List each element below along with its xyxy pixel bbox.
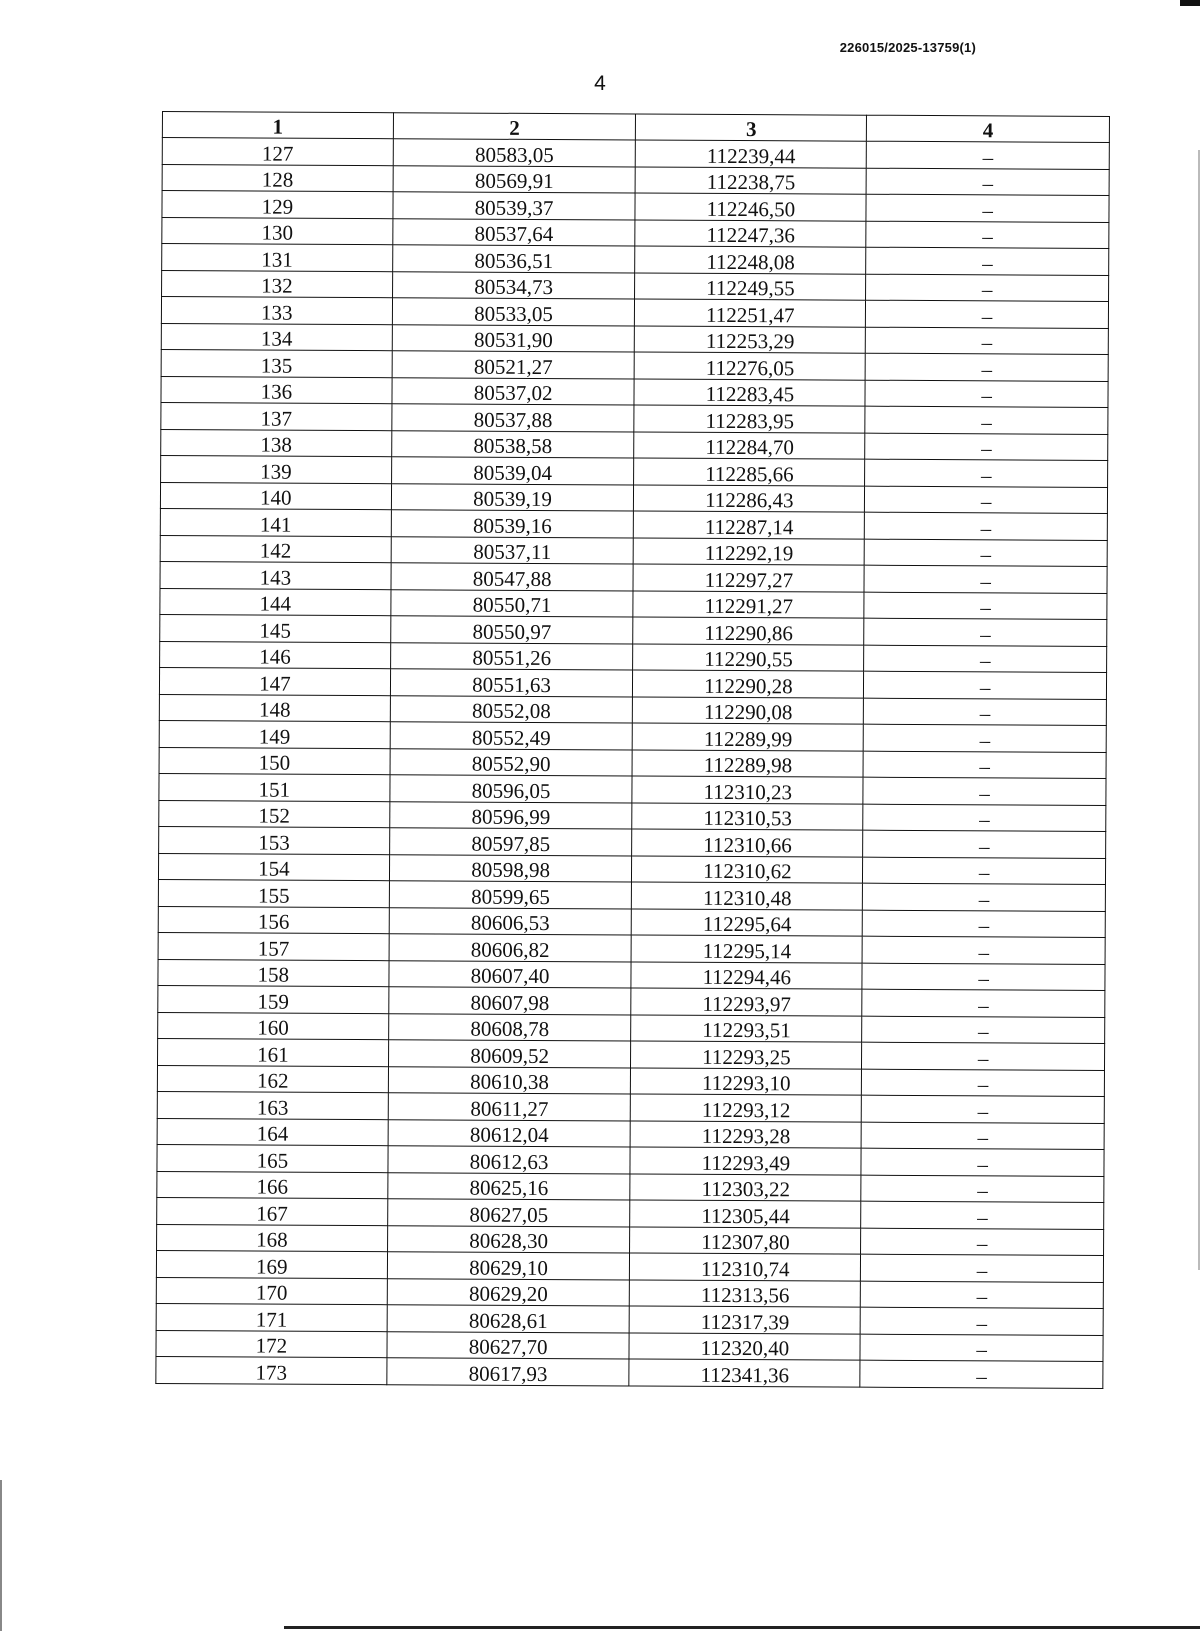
point-number-cell: 128	[162, 164, 393, 192]
note-cell: –	[863, 857, 1106, 885]
y-coordinate-cell: 112293,12	[631, 1094, 862, 1122]
point-number-cell: 133	[161, 297, 392, 325]
x-coordinate-cell: 80583,05	[393, 139, 636, 167]
note-cell: –	[863, 751, 1106, 779]
x-coordinate-cell: 80627,70	[387, 1331, 630, 1359]
point-number-cell: 165	[157, 1144, 388, 1172]
column-header: 1	[162, 112, 393, 139]
x-coordinate-cell: 80610,38	[388, 1066, 631, 1094]
y-coordinate-cell: 112249,55	[635, 272, 866, 300]
note-cell: –	[862, 936, 1105, 964]
note-cell: –	[864, 592, 1107, 620]
note-cell: –	[861, 1254, 1104, 1282]
point-number-cell: 141	[160, 508, 391, 536]
point-number-cell: 164	[157, 1118, 388, 1146]
x-coordinate-cell: 80617,93	[387, 1358, 630, 1386]
y-coordinate-cell: 112295,64	[632, 908, 863, 936]
column-header: 3	[636, 114, 867, 141]
point-number-cell: 129	[162, 191, 393, 219]
y-coordinate-cell: 112290,28	[633, 670, 864, 698]
y-coordinate-cell: 112253,29	[635, 325, 866, 353]
point-number-cell: 148	[159, 694, 390, 722]
x-coordinate-cell: 80534,73	[392, 271, 635, 299]
point-number-cell: 150	[159, 747, 390, 775]
note-cell: –	[862, 1069, 1105, 1097]
point-number-cell: 136	[161, 376, 392, 404]
y-coordinate-cell: 112251,47	[635, 299, 866, 327]
x-coordinate-cell: 80612,04	[388, 1119, 631, 1147]
table-body	[156, 138, 1110, 1388]
point-number-cell: 139	[161, 455, 392, 483]
x-coordinate-cell: 80536,51	[392, 245, 635, 273]
point-number-cell: 146	[160, 641, 391, 669]
x-coordinate-cell: 80611,27	[388, 1093, 631, 1121]
x-coordinate-cell: 80531,90	[392, 324, 635, 352]
y-coordinate-cell: 112284,70	[634, 431, 865, 459]
note-cell: –	[861, 1175, 1104, 1203]
point-number-cell: 143	[160, 561, 391, 589]
note-cell: –	[866, 168, 1109, 196]
note-cell: –	[862, 963, 1105, 991]
point-number-cell: 144	[160, 588, 391, 616]
note-cell: –	[862, 1042, 1105, 1070]
point-number-cell: 162	[157, 1065, 388, 1093]
x-coordinate-cell: 80552,49	[390, 722, 633, 750]
y-coordinate-cell: 112341,36	[629, 1359, 860, 1387]
x-coordinate-cell: 80521,27	[392, 351, 635, 379]
point-number-cell: 149	[159, 720, 390, 748]
scan-artifact-left	[0, 1480, 2, 1631]
point-number-cell: 152	[159, 800, 390, 828]
note-cell: –	[865, 406, 1108, 434]
x-coordinate-cell: 80625,16	[388, 1172, 631, 1200]
point-number-cell: 131	[162, 244, 393, 272]
x-coordinate-cell: 80539,16	[391, 510, 634, 538]
x-coordinate-cell: 80607,40	[389, 960, 632, 988]
x-coordinate-cell: 80552,08	[390, 695, 633, 723]
column-header: 4	[867, 115, 1110, 142]
point-number-cell: 154	[158, 853, 389, 881]
x-coordinate-cell: 80596,99	[389, 801, 632, 829]
y-coordinate-cell: 112293,49	[630, 1147, 861, 1175]
point-number-cell: 153	[159, 826, 390, 854]
y-coordinate-cell: 112239,44	[636, 140, 867, 168]
x-coordinate-cell: 80569,91	[393, 165, 636, 193]
x-coordinate-cell: 80598,98	[389, 854, 632, 882]
page-number: 4	[594, 72, 606, 95]
point-number-cell: 157	[158, 932, 389, 960]
note-cell: –	[863, 830, 1106, 858]
y-coordinate-cell: 112310,74	[630, 1253, 861, 1281]
x-coordinate-cell: 80599,65	[389, 881, 632, 909]
point-number-cell: 173	[156, 1356, 387, 1384]
x-coordinate-cell: 80537,11	[391, 536, 634, 564]
note-cell: –	[864, 698, 1107, 726]
note-cell: –	[864, 618, 1107, 646]
x-coordinate-cell: 80547,88	[391, 563, 634, 591]
point-number-cell: 156	[158, 906, 389, 934]
note-cell: –	[866, 141, 1109, 169]
x-coordinate-cell: 80608,78	[388, 1013, 631, 1041]
x-coordinate-cell: 80629,10	[387, 1252, 630, 1280]
note-cell: –	[865, 433, 1108, 461]
x-coordinate-cell: 80537,64	[393, 218, 636, 246]
point-number-cell: 142	[160, 535, 391, 563]
point-number-cell: 158	[158, 959, 389, 987]
note-cell: –	[864, 645, 1107, 673]
y-coordinate-cell: 112313,56	[630, 1279, 861, 1307]
note-cell: –	[860, 1334, 1103, 1362]
note-cell: –	[862, 989, 1105, 1017]
y-coordinate-cell: 112289,98	[633, 749, 864, 777]
note-cell: –	[861, 1122, 1104, 1150]
point-number-cell: 137	[161, 402, 392, 430]
x-coordinate-cell: 80537,88	[392, 404, 635, 432]
point-number-cell: 169	[156, 1250, 387, 1278]
note-cell: –	[861, 1201, 1104, 1229]
note-cell: –	[863, 724, 1106, 752]
point-number-cell: 172	[156, 1330, 387, 1358]
x-coordinate-cell: 80539,19	[391, 483, 634, 511]
note-cell: –	[866, 300, 1109, 328]
y-coordinate-cell: 112290,55	[633, 643, 864, 671]
point-number-cell: 161	[158, 1038, 389, 1066]
point-number-cell: 140	[160, 482, 391, 510]
x-coordinate-cell: 80606,82	[389, 934, 632, 962]
point-number-cell: 135	[161, 349, 392, 377]
y-coordinate-cell: 112246,50	[635, 193, 866, 221]
y-coordinate-cell: 112247,36	[635, 219, 866, 247]
point-number-cell: 167	[157, 1197, 388, 1225]
y-coordinate-cell: 112303,22	[630, 1173, 861, 1201]
y-coordinate-cell: 112297,27	[633, 564, 864, 592]
scan-artifact-top	[1180, 0, 1200, 6]
coordinates-table	[155, 111, 1110, 1388]
x-coordinate-cell: 80538,58	[391, 430, 634, 458]
note-cell: –	[866, 274, 1109, 302]
y-coordinate-cell: 112310,66	[632, 829, 863, 857]
x-coordinate-cell: 80629,20	[387, 1278, 630, 1306]
y-coordinate-cell: 112310,53	[632, 802, 863, 830]
note-cell: –	[865, 380, 1108, 408]
point-number-cell: 155	[158, 879, 389, 907]
scan-artifact-bottom	[284, 1626, 1200, 1629]
point-number-cell: 127	[162, 138, 393, 166]
y-coordinate-cell: 112310,23	[632, 776, 863, 804]
y-coordinate-cell: 112283,45	[634, 378, 865, 406]
note-cell: –	[864, 539, 1107, 567]
note-cell: –	[863, 883, 1106, 911]
x-coordinate-cell: 80552,90	[390, 748, 633, 776]
x-coordinate-cell: 80597,85	[389, 828, 632, 856]
note-cell: –	[866, 327, 1109, 355]
x-coordinate-cell: 80596,05	[390, 775, 633, 803]
point-number-cell: 134	[161, 323, 392, 351]
point-number-cell: 132	[162, 270, 393, 298]
y-coordinate-cell: 112294,46	[631, 961, 862, 989]
y-coordinate-cell: 112310,48	[632, 882, 863, 910]
y-coordinate-cell: 112292,19	[634, 537, 865, 565]
note-cell: –	[862, 910, 1105, 938]
y-coordinate-cell: 112307,80	[630, 1226, 861, 1254]
y-coordinate-cell: 112276,05	[635, 352, 866, 380]
y-coordinate-cell: 112289,99	[633, 723, 864, 751]
point-number-cell: 171	[156, 1303, 387, 1331]
y-coordinate-cell: 112248,08	[635, 246, 866, 274]
point-number-cell: 130	[162, 217, 393, 245]
note-cell: –	[863, 804, 1106, 832]
note-cell: –	[865, 512, 1108, 540]
y-coordinate-cell: 112293,10	[631, 1067, 862, 1095]
note-cell: –	[866, 194, 1109, 222]
y-coordinate-cell: 112290,08	[633, 696, 864, 724]
point-number-cell: 151	[159, 773, 390, 801]
x-coordinate-cell: 80551,63	[390, 669, 633, 697]
x-coordinate-cell: 80628,61	[387, 1305, 630, 1333]
note-cell: –	[861, 1281, 1104, 1309]
x-coordinate-cell: 80628,30	[387, 1225, 630, 1253]
point-number-cell: 170	[156, 1277, 387, 1305]
x-coordinate-cell: 80607,98	[388, 987, 631, 1015]
point-number-cell: 147	[159, 667, 390, 695]
note-cell: –	[864, 565, 1107, 593]
x-coordinate-cell: 80551,26	[390, 642, 633, 670]
x-coordinate-cell: 80539,04	[391, 457, 634, 485]
y-coordinate-cell: 112293,97	[631, 988, 862, 1016]
note-cell: –	[861, 1228, 1104, 1256]
y-coordinate-cell: 112283,95	[634, 405, 865, 433]
note-cell: –	[860, 1307, 1103, 1335]
note-cell: –	[865, 353, 1108, 381]
x-coordinate-cell: 80627,05	[387, 1199, 630, 1227]
note-cell: –	[866, 221, 1109, 249]
note-cell: –	[862, 1016, 1105, 1044]
note-cell: –	[860, 1360, 1103, 1388]
x-coordinate-cell: 80539,37	[393, 192, 636, 220]
point-number-cell: 166	[157, 1171, 388, 1199]
note-cell: –	[866, 247, 1109, 275]
point-number-cell: 160	[158, 1012, 389, 1040]
point-number-cell: 163	[157, 1091, 388, 1119]
column-header: 2	[393, 113, 636, 140]
note-cell: –	[865, 459, 1108, 487]
x-coordinate-cell: 80606,53	[389, 907, 632, 935]
x-coordinate-cell: 80612,63	[388, 1146, 631, 1174]
y-coordinate-cell: 112285,66	[634, 458, 865, 486]
y-coordinate-cell: 112293,28	[631, 1120, 862, 1148]
y-coordinate-cell: 112295,14	[632, 935, 863, 963]
y-coordinate-cell: 112290,86	[633, 617, 864, 645]
y-coordinate-cell: 112293,25	[631, 1041, 862, 1069]
point-number-cell: 168	[157, 1224, 388, 1252]
note-cell: –	[861, 1148, 1104, 1176]
x-coordinate-cell: 80550,97	[390, 616, 633, 644]
y-coordinate-cell: 112293,51	[631, 1014, 862, 1042]
note-cell: –	[861, 1095, 1104, 1123]
y-coordinate-cell: 112320,40	[629, 1332, 860, 1360]
note-cell: –	[863, 777, 1106, 805]
document-id: 226015/2025-13759(1)	[839, 40, 976, 55]
x-coordinate-cell: 80533,05	[392, 298, 635, 326]
y-coordinate-cell: 112291,27	[633, 590, 864, 618]
y-coordinate-cell: 112305,44	[630, 1200, 861, 1228]
y-coordinate-cell: 112317,39	[630, 1306, 861, 1334]
note-cell: –	[865, 486, 1108, 514]
x-coordinate-cell: 80550,71	[391, 589, 634, 617]
y-coordinate-cell: 112286,43	[634, 484, 865, 512]
point-number-cell: 138	[161, 429, 392, 457]
y-coordinate-cell: 112287,14	[634, 511, 865, 539]
x-coordinate-cell: 80609,52	[388, 1040, 631, 1068]
table-row	[156, 1356, 1103, 1387]
x-coordinate-cell: 80537,02	[392, 377, 635, 405]
y-coordinate-cell: 112310,62	[632, 855, 863, 883]
point-number-cell: 145	[160, 614, 391, 642]
point-number-cell: 159	[158, 985, 389, 1013]
note-cell: –	[864, 671, 1107, 699]
y-coordinate-cell: 112238,75	[636, 166, 867, 194]
